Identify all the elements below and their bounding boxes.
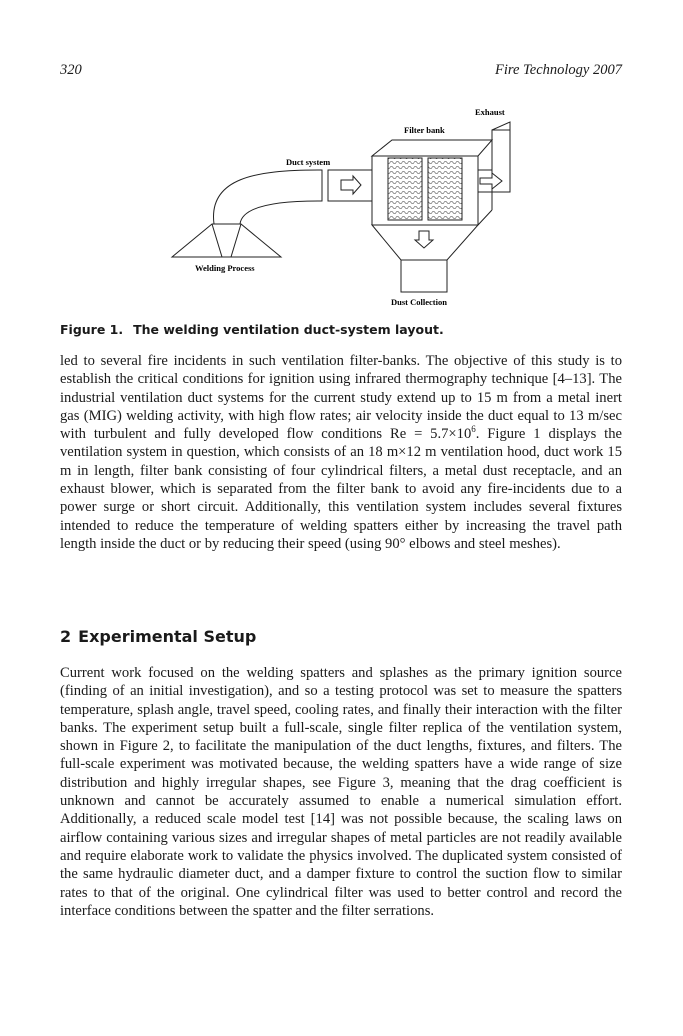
elbow-duct <box>213 170 322 224</box>
section-heading <box>60 627 256 646</box>
label-exhaust: Exhaust <box>475 107 505 117</box>
figure-caption <box>60 322 622 337</box>
label-dust-collection: Dust Collection <box>391 297 447 307</box>
reynolds-exponent: 6 <box>471 424 476 435</box>
figure-1 <box>0 100 683 315</box>
filter-cylinder-1 <box>388 158 422 220</box>
journal-title: Fire Technology 2007 <box>495 62 622 78</box>
section-title: Experimental Setup <box>78 627 257 646</box>
caption-number: Figure 1. <box>60 322 124 337</box>
page-number: 320 <box>60 62 82 78</box>
section-number: 2 <box>60 627 72 646</box>
body-paragraph-1 <box>60 352 622 553</box>
label-welding-process: Welding Process <box>195 263 255 273</box>
label-filter-bank: Filter bank <box>404 125 445 135</box>
paragraph-1-text-b: . Figure 1 displays the ventilation system in question, which consists of an 18 m×12 m ventilation hood, duct work 15 m in length, filter bank consisting of four cylindrical filters, a metal dust receptacle, and an exhaust blower, which is separated from the filter bank to avoid any fire-incidents due to a power surge or short circuit. Additionally, this ventilation system includes several fixtures intended to reduce the temperature of welding spatters either by increasing the travel path length inside the duct or by reducing their speed (using 90° elbows and steel meshes). <box>60 426 622 552</box>
body-paragraph-2: Current work focused on the welding spatters and splashes as the primary ignition source (finding of an initial investigation), and so a testing protocol was set to measure the spatters temperature, splash angle, travel speed, cooling rates, and finally their interaction with the filter banks. The experiment setup built a full-scale, single filter replica of the ventilation system, shown in Figure 2, to facilitate the manipulation of the duct lengths, fixtures, and filters. The full-scale experiment was motivated because, the welding spatters have a wide range of size distribution and highly irregular shapes, see Figure 3, meaning that the drag coefficient is unknown and cannot be accurately assumed to enable a numerical simulation effort. Additionally, a reduced scale model test [14] was not possible because, the scaling laws on airflow containing various sizes and irregular shapes of metal particles are not readily available and require elaborate work to validate the physics involved. The duplicated system consisted of the same hydraulic diameter duct, and a damper fixture to control the suction flow to similar rates to that of the original. One cylindrical filter was used to better control and record the interface conditions between the spatter and the filter serrations. <box>60 665 622 919</box>
paragraph-1-text-a: led to several fire incidents in such ventilation filter-banks. The objective of this study is to establish the critical conditions for ignition using infrared thermography technique [4–13]. The industrial ventilation duct systems for the current study extend up to 15 m from a metal inert gas (MIG) welding activity, with high flow rates; air velocity inside the duct equal to 13 m/sec with turbulent and fully developed flow conditions Re = 5.7×10 <box>60 353 622 443</box>
label-duct-system: Duct system <box>286 157 331 167</box>
filter-cylinder-2 <box>428 158 462 220</box>
flow-arrow-exhaust <box>480 173 502 189</box>
filter-housing-top <box>372 140 492 156</box>
flow-arrow-right <box>341 176 361 194</box>
caption-text: The welding ventilation duct-system layout. <box>133 322 444 337</box>
flow-arrow-down <box>415 231 433 248</box>
duct-system-diagram <box>0 100 683 315</box>
dust-collection-drum <box>401 260 447 292</box>
welding-hood <box>172 224 281 257</box>
running-header <box>60 62 622 82</box>
